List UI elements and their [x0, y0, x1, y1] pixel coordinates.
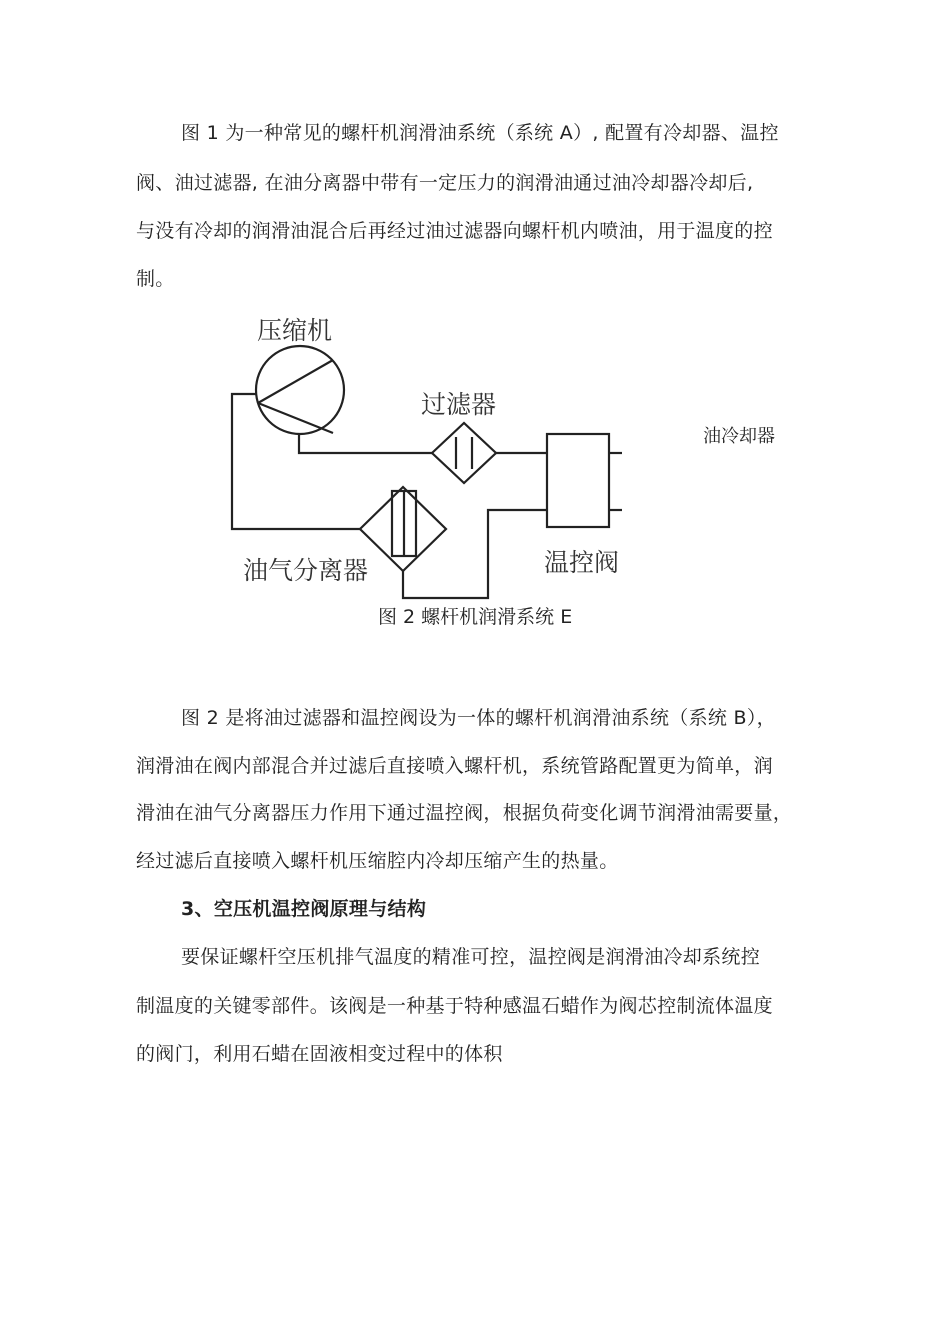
paragraph-3-line-2: 制温度的关键零部件。该阀是一种基于特种感温石蜡作为阀芯控制流体温度 [136, 995, 773, 1017]
paragraph-1-line-1: 图 1 为一种常见的螺杆机润滑油系统（系统 A）, 配置有冷却器、温控 [181, 122, 779, 144]
compressor-line-bottom [258, 403, 333, 433]
paragraph-2-line-3: 滑油在油气分离器压力作用下通过温控阀，根据负荷变化调节润滑油需要量， [136, 802, 793, 824]
compressor-filter-pipe [299, 434, 432, 453]
paragraph-2-line-2: 润滑油在阀内部混合并过滤后直接喷入螺杆机，系统管路配置更为简单，润 [136, 755, 773, 777]
filter-label: 过滤器 [421, 390, 497, 419]
paragraph-1-line-4: 制。 [136, 268, 175, 290]
oil-cooler-label: 油冷却器 [703, 426, 775, 447]
paragraph-2-line-1: 图 2 是将油过滤器和温控阀设为一体的螺杆机润滑油系统（系统 B）， [181, 707, 776, 729]
valve-box [547, 434, 609, 527]
separator-label: 油气分离器 [243, 556, 369, 585]
paragraph-3-line-3: 的阀门，利用石蜡在固液相变过程中的体积 [136, 1043, 503, 1065]
return-pipe [232, 394, 360, 529]
valve-label: 温控阀 [544, 548, 620, 577]
separator-valve-pipe [403, 510, 547, 598]
compressor-line-top [258, 360, 333, 403]
paragraph-2-line-4: 经过滤后直接喷入螺杆机压缩腔内冷却压缩产生的热量。 [136, 850, 619, 872]
figure-caption: 图 2 螺杆机润滑系统 E [378, 606, 573, 628]
compressor-label: 压缩机 [257, 316, 333, 345]
section-heading: 3、空压机温控阀原理与结构 [181, 898, 427, 920]
lubrication-system-diagram [0, 0, 950, 640]
filter-symbol [432, 423, 496, 483]
paragraph-1-line-2: 阀、油过滤器, 在油分离器中带有一定压力的润滑油通过油冷却器冷却后, [136, 172, 754, 194]
paragraph-3-line-1: 要保证螺杆空压机排气温度的精准可控，温控阀是润滑油冷却系统控 [181, 946, 761, 968]
paragraph-1-line-3: 与没有冷却的润滑油混合后再经过油过滤器向螺杆机内喷油，用于温度的控 [136, 220, 773, 242]
